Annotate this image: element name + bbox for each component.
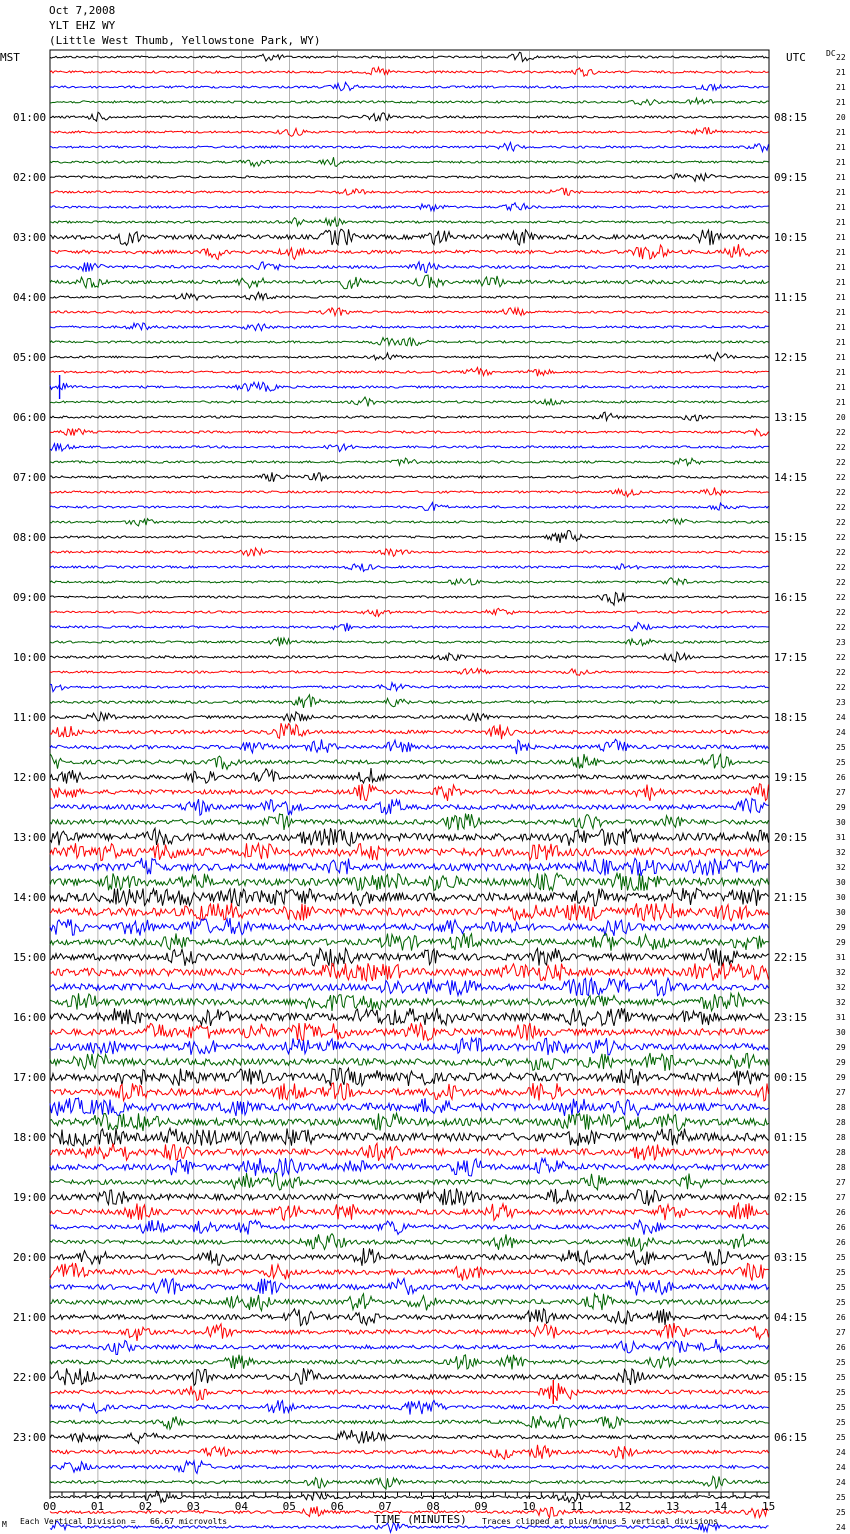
dc-offset-label: 30 [836,893,846,902]
utc-hour-label: 09:15 [774,171,808,184]
mst-hour-label: 14:00 [13,891,47,904]
dc-offset-label: 21 [836,263,846,272]
trace-line [50,1023,769,1041]
dc-offset-label: 21 [836,188,846,197]
trace-line [50,918,769,936]
dc-offset-label: 25 [836,1433,846,1442]
trace-line [50,292,769,300]
trace-line [50,1038,769,1055]
dc-offset-label: 22 [836,563,846,572]
dc-offset-label: 32 [836,968,846,977]
trace-line [50,622,769,631]
utc-hour-label: 03:15 [774,1251,808,1264]
mst-hour-label: 08:00 [13,531,47,544]
trace-line [50,1309,769,1326]
seismic-traces [50,52,769,1534]
dc-offset-label: 27 [836,1328,846,1337]
mst-hour-label: 04:00 [13,291,47,304]
trace-line [50,397,769,406]
trace-line [50,1430,769,1443]
dc-offset-label: 26 [836,773,846,782]
dc-offset-label: 25 [836,758,846,767]
dc-offset-label: 32 [836,848,846,857]
trace-line [50,188,769,195]
trace-line [50,1339,769,1354]
x-tick-label: 11 [570,1500,584,1513]
dc-offset-label: 28 [836,1163,846,1172]
trace-line [50,1128,769,1146]
trace-line [50,638,769,647]
trace-line [50,564,769,572]
mst-hour-label: 18:00 [13,1131,47,1144]
trace-line [50,873,769,891]
dc-offset-label: 21 [836,98,846,107]
mst-hour-label: 11:00 [13,711,47,724]
trace-line [50,519,769,526]
trace-line [50,244,769,259]
dc-offset-label: 32 [836,983,846,992]
trace-line [50,1383,769,1401]
utc-hour-label: 18:15 [774,711,808,724]
mst-hour-label: 03:00 [13,231,47,244]
x-tick-label: 09 [474,1500,488,1513]
trace-line [50,1294,769,1311]
utc-hour-label: 08:15 [774,111,808,124]
dc-offset-label: 21 [836,173,846,182]
trace-line [50,1158,769,1176]
mst-hour-labels [13,111,46,1444]
dc-offset-label: 27 [836,1088,846,1097]
trace-line [50,142,769,151]
dc-offset-label: 29 [836,1073,846,1082]
trace-line [50,127,769,136]
dc-offset-label: 28 [836,1148,846,1157]
trace-line [50,754,769,770]
trace-line [50,814,769,831]
x-tick-label: 04 [234,1500,248,1513]
dc-offset-label: 24 [836,1463,846,1472]
dc-offset-label: 23 [836,638,846,647]
utc-hour-label: 23:15 [774,1011,808,1024]
dc-offset-label: 21 [836,128,846,137]
x-tick-label: 07 [378,1500,392,1513]
x-tick-label: 06 [330,1500,344,1513]
trace-line [50,367,769,376]
trace-line [50,338,769,347]
dc-offset-label: 21 [836,308,846,317]
trace-line [50,1203,769,1220]
mst-hour-label: 05:00 [13,351,47,364]
trace-line [50,1008,769,1026]
trace-line [50,1278,769,1295]
dc-offset-label: 25 [836,1283,846,1292]
trace-line [50,472,769,481]
dc-offset-label: 21 [836,83,846,92]
dc-offset-label: 21 [836,158,846,167]
trace-line [50,843,769,860]
dc-offset-label: 23 [836,698,846,707]
dc-offset-label: 22 [836,578,846,587]
dc-offset-label: 21 [836,278,846,287]
trace-line [50,608,769,616]
dc-offset-label: 30 [836,908,846,917]
x-tick-label: 15 [762,1500,776,1513]
trace-line [50,412,769,421]
utc-hour-label: 21:15 [774,891,808,904]
trace-line [50,218,769,227]
x-tick-label: 10 [522,1500,536,1513]
time-axis [43,1492,775,1513]
dc-offset-label: 22 [836,443,846,452]
x-axis-title: TIME (MINUTES) [374,1513,467,1526]
trace-line [50,353,769,361]
dc-offset-label: 21 [836,233,846,242]
utc-hour-label: 11:15 [774,291,808,304]
x-tick-label: 05 [282,1500,296,1513]
dc-offset-label: 30 [836,878,846,887]
mst-hour-label: 06:00 [13,411,47,424]
trace-line [50,712,769,722]
trace-line [50,1461,769,1474]
dc-offset-label: 21 [836,143,846,152]
dc-offset-label: 24 [836,1448,846,1457]
x-tick-label: 08 [426,1500,440,1513]
dc-offset-label: 22 [836,653,846,662]
trace-line [50,157,769,166]
trace-line [50,903,769,921]
utc-hour-label: 04:15 [774,1311,808,1324]
utc-hour-label: 00:15 [774,1071,808,1084]
dc-offset-label: 22 [836,593,846,602]
date-label: Oct 7,2008 [49,4,116,17]
trace-line [50,1476,769,1489]
trace-line [50,503,769,511]
location-label: (Little West Thumb, Yellowstone Park, WY) [49,34,321,47]
dc-offset-label: 26 [836,1238,846,1247]
mst-hour-label: 23:00 [13,1431,47,1444]
trace-line [50,963,769,981]
x-tick-label: 12 [618,1500,632,1513]
trace-line [50,1068,769,1086]
trace-line [50,1248,769,1266]
dc-offset-label: 25 [836,1388,846,1397]
dc-offset-label: 22 [836,473,846,482]
dc-offset-label: 28 [836,1133,846,1142]
trace-line [50,978,769,996]
dc-offset-label: 20 [836,113,846,122]
utc-hour-label: 12:15 [774,351,808,364]
trace-line [50,1053,769,1071]
trace-line [50,784,769,801]
dc-offset-label: 21 [836,218,846,227]
dc-offset-label: 22 [836,608,846,617]
trace-line [50,739,769,754]
dc-offset-label: 20 [836,413,846,422]
dc-offset-label: 27 [836,1178,846,1187]
dc-offset-label: 22 [836,533,846,542]
trace-line [50,323,769,331]
mst-hour-label: 09:00 [13,591,47,604]
utc-hour-label: 02:15 [774,1191,808,1204]
dc-offset-label: 24 [836,713,846,722]
mst-hour-label: 15:00 [13,951,47,964]
dc-offset-label: 22 [836,518,846,527]
dc-offset-label: 29 [836,923,846,932]
dc-offset-label: 26 [836,1313,846,1322]
x-tick-label: 14 [714,1500,728,1513]
trace-line [50,429,769,436]
utc-hour-label: 15:15 [774,531,808,544]
dc-offset-label: 22 [836,503,846,512]
x-tick-label: 00 [43,1500,57,1513]
dc-offset-label: 26 [836,1343,846,1352]
dc-offset-label: 24 [836,1523,846,1532]
mst-hour-label: 07:00 [13,471,47,484]
dc-offset-label: 29 [836,1043,846,1052]
dc-offset-label: 27 [836,1193,846,1202]
dc-offset-label: 21 [836,368,846,377]
trace-line [50,1445,769,1459]
trace-line [50,1143,769,1161]
dc-offset-label: 25 [836,1373,846,1382]
trace-line [50,82,769,90]
trace-line [50,695,769,708]
trace-line [50,1113,769,1131]
trace-line [50,443,769,451]
mst-hour-label: 19:00 [13,1191,47,1204]
x-tick-label: 13 [666,1500,680,1513]
dc-offset-label: 28 [836,1118,846,1127]
trace-line [50,723,769,739]
dc-offset-label: 22 [836,488,846,497]
dc-offset-label: 21 [836,248,846,257]
utc-hour-label: 05:15 [774,1371,808,1384]
trace-line [50,669,769,676]
trace-line [50,530,769,543]
trace-line [50,112,769,121]
dc-offset-label: 21 [836,203,846,212]
trace-line [50,1173,769,1190]
dc-offset-label: 25 [836,1403,846,1412]
dc-offset-label: 25 [836,1493,846,1502]
utc-hour-label: 14:15 [774,471,808,484]
trace-line [50,683,769,692]
dc-offset-label: 21 [836,323,846,332]
trace-line [50,828,769,846]
dc-header-label: DC [826,49,836,58]
trace-line [50,1323,769,1341]
trace-line [50,382,769,391]
trace-line [50,1188,769,1205]
dc-offset-label: 21 [836,398,846,407]
dc-offset-label: 29 [836,1058,846,1067]
mst-hour-label: 16:00 [13,1011,47,1024]
dc-offset-label: 21 [836,338,846,347]
trace-line [50,948,769,966]
dc-offset-label: 22 [836,668,846,677]
dc-offset-label: 31 [836,833,846,842]
dc-offset-label: 25 [836,743,846,752]
trace-line [50,458,769,465]
corner-mark: M [2,1520,7,1529]
x-tick-label: 02 [138,1500,153,1513]
mst-hour-label: 01:00 [13,111,47,124]
mst-label: MST [0,51,20,64]
mst-hour-label: 20:00 [13,1251,47,1264]
dc-offset-label: 21 [836,383,846,392]
mst-hour-label: 22:00 [13,1371,47,1384]
dc-offset-label: 22 [836,53,846,62]
dc-offset-label: 31 [836,1013,846,1022]
utc-label: UTC [786,51,806,64]
trace-line [50,593,769,606]
station-label: YLT EHZ WY [49,19,116,32]
dc-offset-label: 25 [836,1298,846,1307]
dc-offset-label: 31 [836,953,846,962]
dc-offset-label: 25 [836,1358,846,1367]
utc-hour-label: 10:15 [774,231,808,244]
trace-line [50,578,769,585]
mst-hour-label: 10:00 [13,651,47,664]
utc-hour-label: 06:15 [774,1431,808,1444]
trace-line [50,933,769,951]
dc-offset-label: 21 [836,353,846,362]
trace-line [50,1400,769,1414]
trace-line [50,203,769,211]
dc-offset-labels [836,53,846,1534]
trace-line [50,98,769,105]
trace-line [50,1263,769,1281]
utc-hour-label: 16:15 [774,591,808,604]
dc-offset-label: 22 [836,548,846,557]
trace-line [50,52,769,61]
dc-offset-label: 28 [836,1103,846,1112]
trace-line [50,858,769,876]
dc-offset-label: 25 [836,1508,846,1517]
dc-offset-label: 22 [836,458,846,467]
x-tick-label: 03 [186,1500,201,1513]
utc-hour-labels [774,111,807,1444]
scale-note: Each Vertical Division = 66.67 microvolts [20,1517,228,1526]
trace-line [50,275,769,289]
utc-hour-label: 20:15 [774,831,808,844]
trace-line [50,174,769,182]
mst-hour-label: 17:00 [13,1071,47,1084]
dc-offset-label: 25 [836,1418,846,1427]
clip-note: Traces clipped at plus/minus 5 vertical divisions [482,1517,719,1526]
mst-hour-label: 02:00 [13,171,47,184]
trace-line [50,229,769,245]
dc-offset-label: 26 [836,1223,846,1232]
dc-offset-label: 30 [836,818,846,827]
dc-offset-label: 24 [836,728,846,737]
trace-line [50,888,769,906]
trace-line [50,1368,769,1385]
trace-line [50,67,769,76]
dc-offset-label: 32 [836,998,846,1007]
dc-offset-label: 32 [836,863,846,872]
trace-line [50,652,769,662]
dc-offset-label: 30 [836,1028,846,1037]
x-tick-label: 01 [90,1500,105,1513]
mst-hour-label: 12:00 [13,771,47,784]
trace-line [50,993,769,1011]
utc-hour-label: 01:15 [774,1131,808,1144]
utc-hour-label: 17:15 [774,651,808,664]
dc-offset-label: 26 [836,1208,846,1217]
trace-line [50,1220,769,1235]
trace-line [50,1416,769,1430]
utc-hour-label: 19:15 [774,771,808,784]
trace-line [50,768,769,783]
trace-line [50,1098,769,1116]
trace-line [50,799,769,816]
dc-offset-label: 29 [836,938,846,947]
trace-line [50,548,769,556]
dc-offset-label: 21 [836,293,846,302]
dc-offset-label: 25 [836,1253,846,1262]
dc-offset-label: 29 [836,803,846,812]
dc-offset-label: 24 [836,1478,846,1487]
utc-hour-label: 22:15 [774,951,808,964]
trace-line [50,1083,769,1101]
dc-offset-label: 22 [836,428,846,437]
trace-line [50,262,769,273]
dc-offset-label: 22 [836,683,846,692]
trace-line [50,1234,769,1251]
mst-hour-label: 13:00 [13,831,47,844]
dc-offset-label: 21 [836,68,846,77]
dc-offset-label: 27 [836,788,846,797]
dc-offset-label: 25 [836,1268,846,1277]
utc-hour-label: 13:15 [774,411,808,424]
mst-hour-label: 21:00 [13,1311,47,1324]
trace-line [50,1355,769,1370]
dc-offset-label: 22 [836,623,846,632]
trace-line [50,308,769,316]
trace-line [50,488,769,497]
